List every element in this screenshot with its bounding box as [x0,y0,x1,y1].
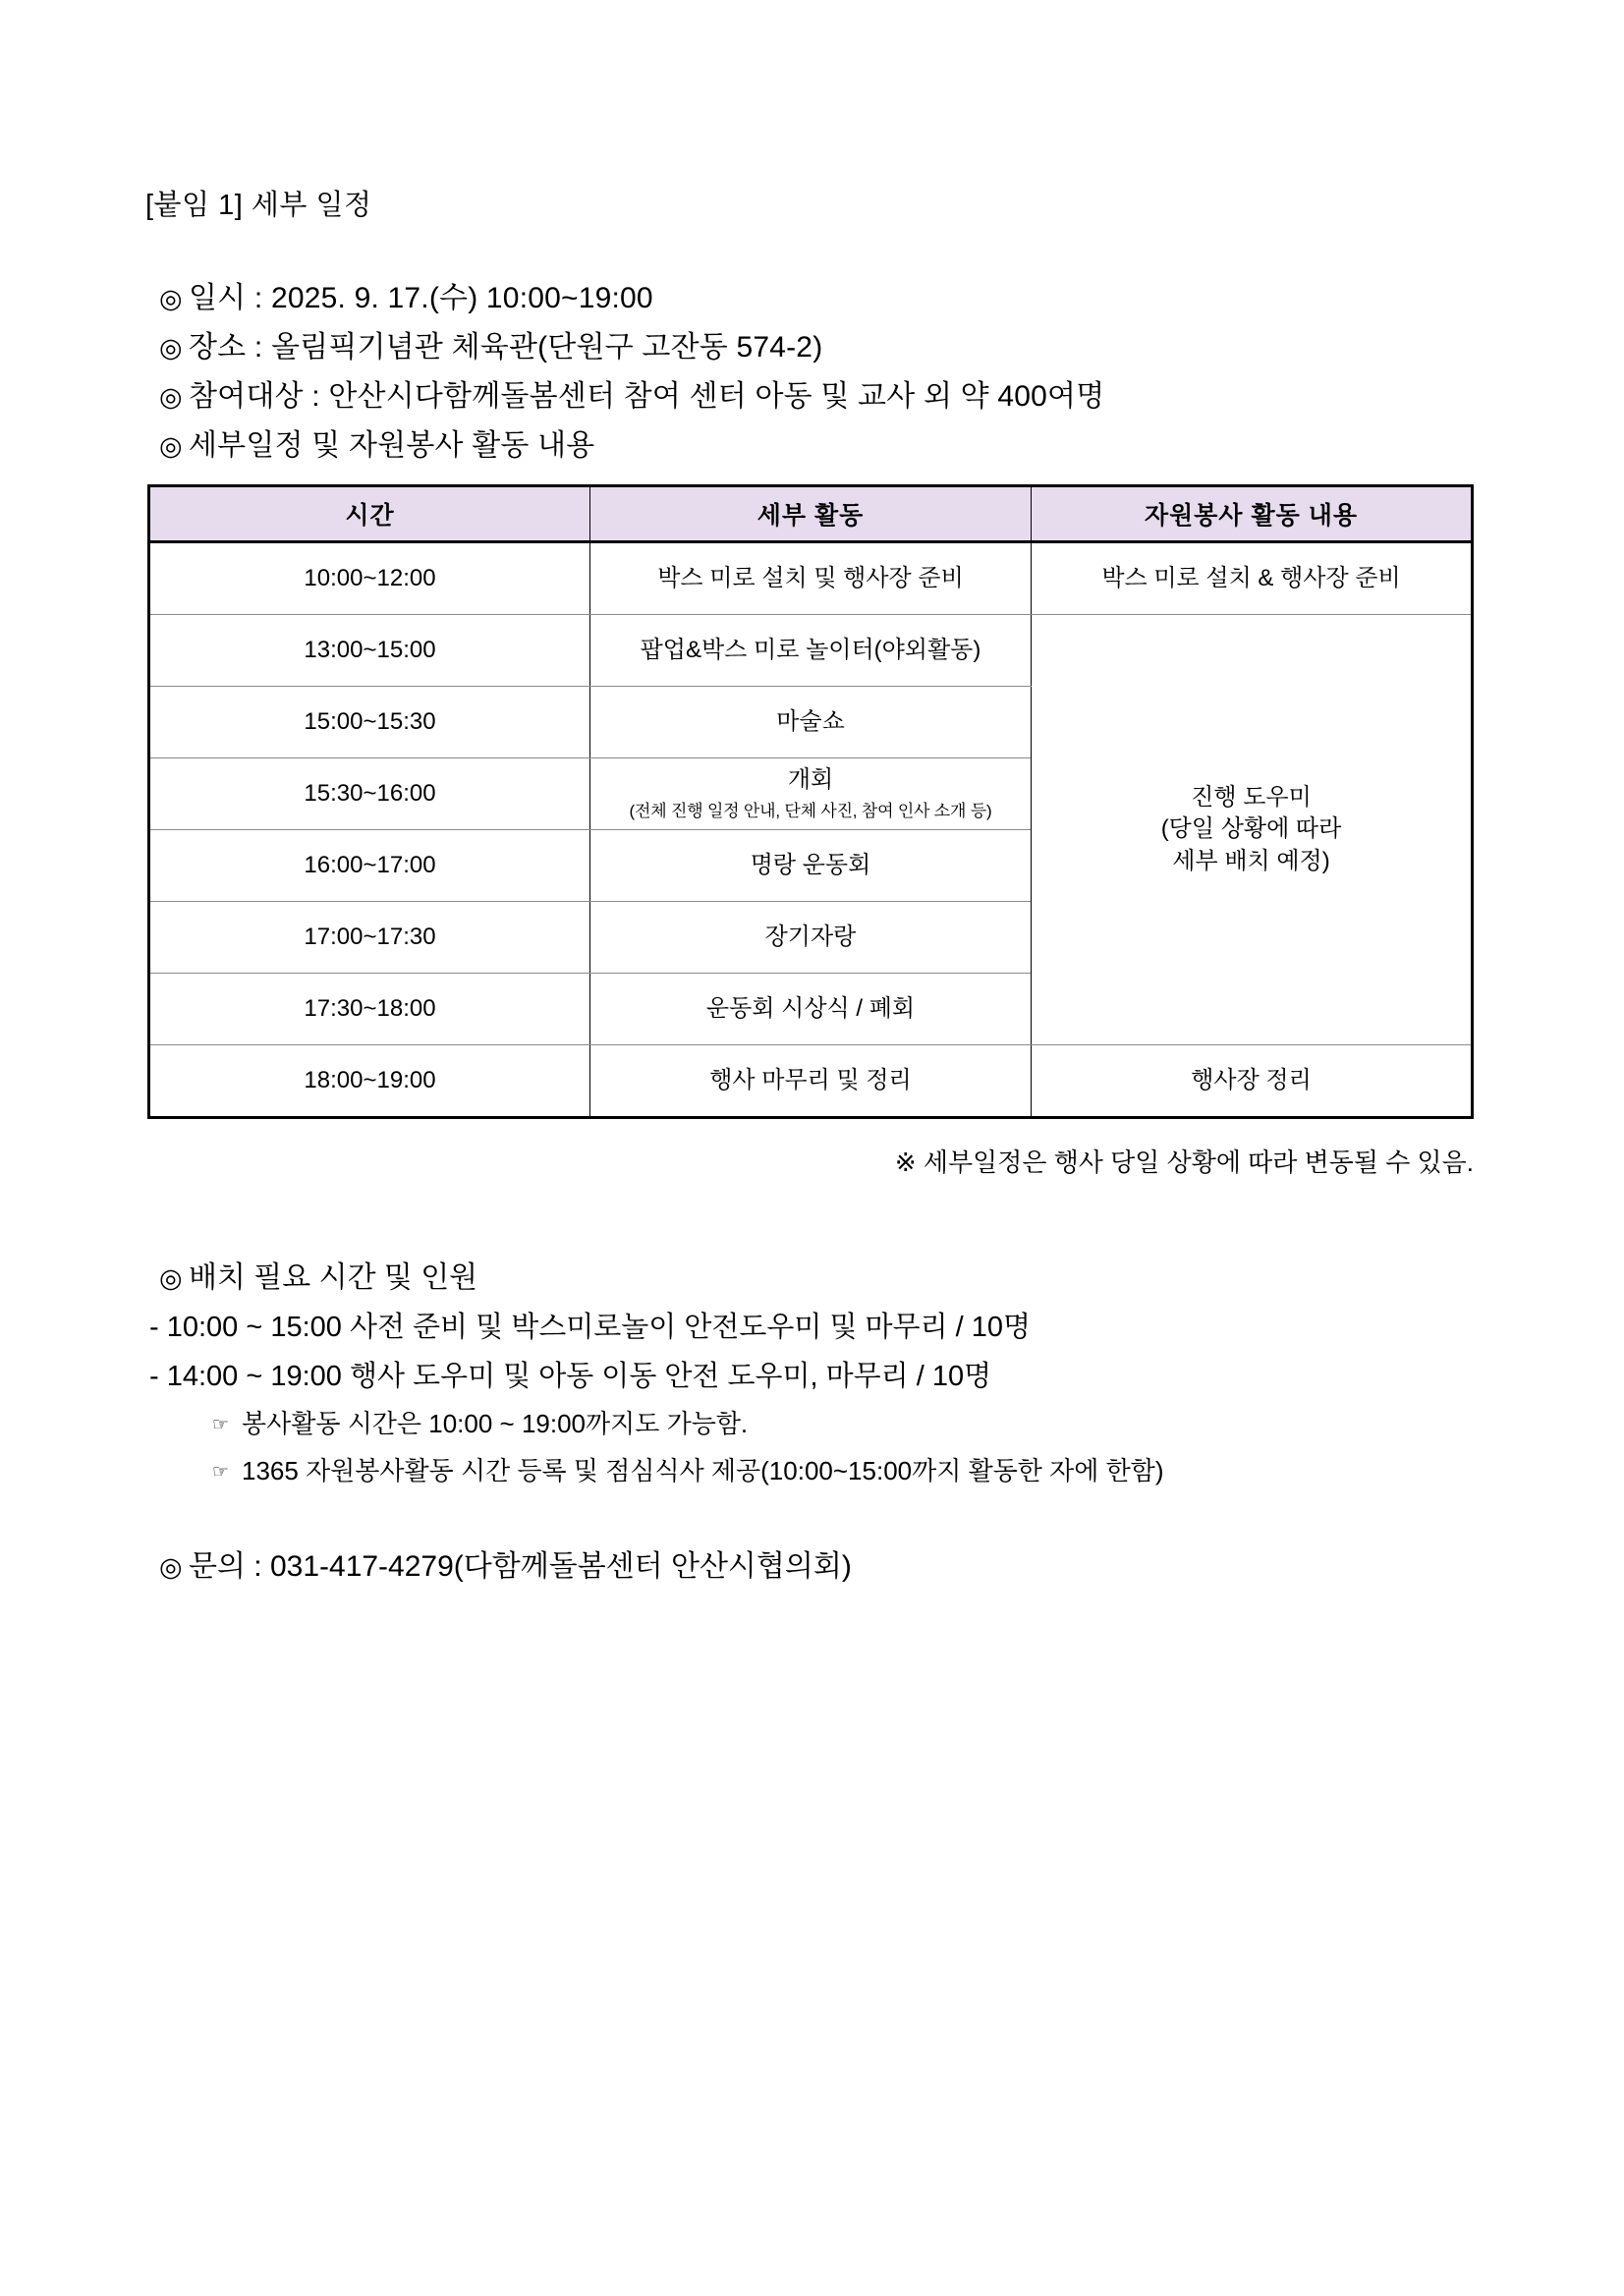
cell-activity-main: 명랑 운동회 [750,851,871,878]
document-content [145,183,1491,1592]
info-item-venue [159,323,1491,372]
cell-time: 10:00~12:00 [149,542,590,615]
pointing-hand-icon: ☞ [212,1462,230,1483]
cell-activity [590,615,1032,687]
table-header-row [149,486,1473,542]
info-item-date [159,274,1491,323]
table-footnote: ※ 세부일정은 행사 당일 상황에 따라 변동될 수 있음. [894,1148,1474,1177]
deployment-heading [159,1254,1491,1303]
circle-bullet-icon: ◎ [159,1552,183,1582]
info-item-schedule-heading [159,421,1491,471]
cell-activity-main: 행사 마무리 및 정리 [709,1066,912,1093]
circle-bullet-icon: ◎ [159,333,183,363]
deployment-note-1 [212,1401,1491,1448]
cell-volunteer: 진행 도우미 (당일 상황에 따라 세부 배치 예정) [1032,615,1473,1045]
circle-bullet-icon: ◎ [159,1263,183,1293]
cell-activity [590,830,1032,902]
cell-activity [590,687,1032,758]
cell-activity-main: 장기자랑 [764,923,857,950]
cell-activity-main: 운동회 시상식 / 폐회 [705,994,916,1022]
schedule-table-head [149,486,1473,542]
cell-time: 17:30~18:00 [149,974,590,1045]
cell-activity-main: 팝업&박스 미로 놀이터(야외활동) [640,636,981,663]
column-header-time: 시간 [149,486,590,542]
cell-time: 17:00~17:30 [149,902,590,974]
contact-text: 문의 : 031-417-4279(다함께돌봄센터 안산시협의회) [189,1550,852,1583]
deployment-note-text: 1365 자원봉사활동 시간 등록 및 점심식사 제공(10:00~15:00까지 활동한 자에 한함) [242,1456,1164,1485]
deployment-dash-item-2: - 14:00 ~ 19:00 행사 도우미 및 아동 이동 안전 도우미, 마무리 / 10명 [149,1361,992,1392]
cell-activity-main: 마술쇼 [776,707,845,735]
deployment-dash-item-1: - 10:00 ~ 15:00 사전 준비 및 박스미로놀이 안전도우미 및 마무리 / 10명 [149,1312,1032,1343]
deployment-section [149,1254,1491,1592]
cell-activity [590,758,1032,830]
cell-activity-subtext: (전체 진행 일정 안내, 단체 사진, 참여 인사 소개 등) [629,801,992,820]
info-item-text: 참여대상 : 안산시다함께돌봄센터 참여 센터 아동 및 교사 외 약 400여명 [189,380,1105,413]
cell-volunteer: 행사장 정리 [1032,1045,1473,1118]
table-row [149,1045,1473,1118]
cell-activity [590,974,1032,1045]
schedule-table [147,484,1474,1119]
cell-activity [590,902,1032,974]
event-info-list [159,274,1491,471]
contact-line [159,1542,1491,1592]
table-row [149,615,1473,687]
column-header-volunteer: 자원봉사 활동 내용 [1032,486,1473,542]
pointing-hand-icon: ☞ [212,1415,230,1435]
cell-time: 13:00~15:00 [149,615,590,687]
info-item-text: 세부일정 및 자원봉사 활동 내용 [189,429,595,462]
deployment-note-2 [212,1448,1491,1495]
cell-time: 18:00~19:00 [149,1045,590,1118]
info-item-text: 장소 : 올림픽기념관 체육관(단원구 고잔동 574-2) [189,331,823,364]
cell-time: 15:00~15:30 [149,687,590,758]
cell-activity-main: 개회 [787,766,834,794]
schedule-table-body [149,542,1473,1118]
info-item-text: 일시 : 2025. 9. 17.(수) 10:00~19:00 [189,282,653,314]
cell-activity [590,1045,1032,1118]
circle-bullet-icon: ◎ [159,284,183,313]
circle-bullet-icon: ◎ [159,431,183,461]
info-item-participants [159,372,1491,421]
deployment-note-text: 봉사활동 시간은 10:00 ~ 19:00까지도 가능함. [242,1409,749,1438]
table-row [149,542,1473,615]
cell-time: 16:00~17:00 [149,830,590,902]
cell-activity-main: 박스 미로 설치 및 행사장 준비 [657,564,964,591]
attachment-title: [붙임 1] 세부 일정 [145,190,372,221]
cell-activity [590,542,1032,615]
cell-volunteer: 박스 미로 설치 & 행사장 준비 [1032,542,1473,615]
deployment-heading-text: 배치 필요 시간 및 인원 [189,1261,478,1294]
circle-bullet-icon: ◎ [159,382,183,412]
column-header-activity: 세부 활동 [590,486,1032,542]
cell-time: 15:30~16:00 [149,758,590,830]
